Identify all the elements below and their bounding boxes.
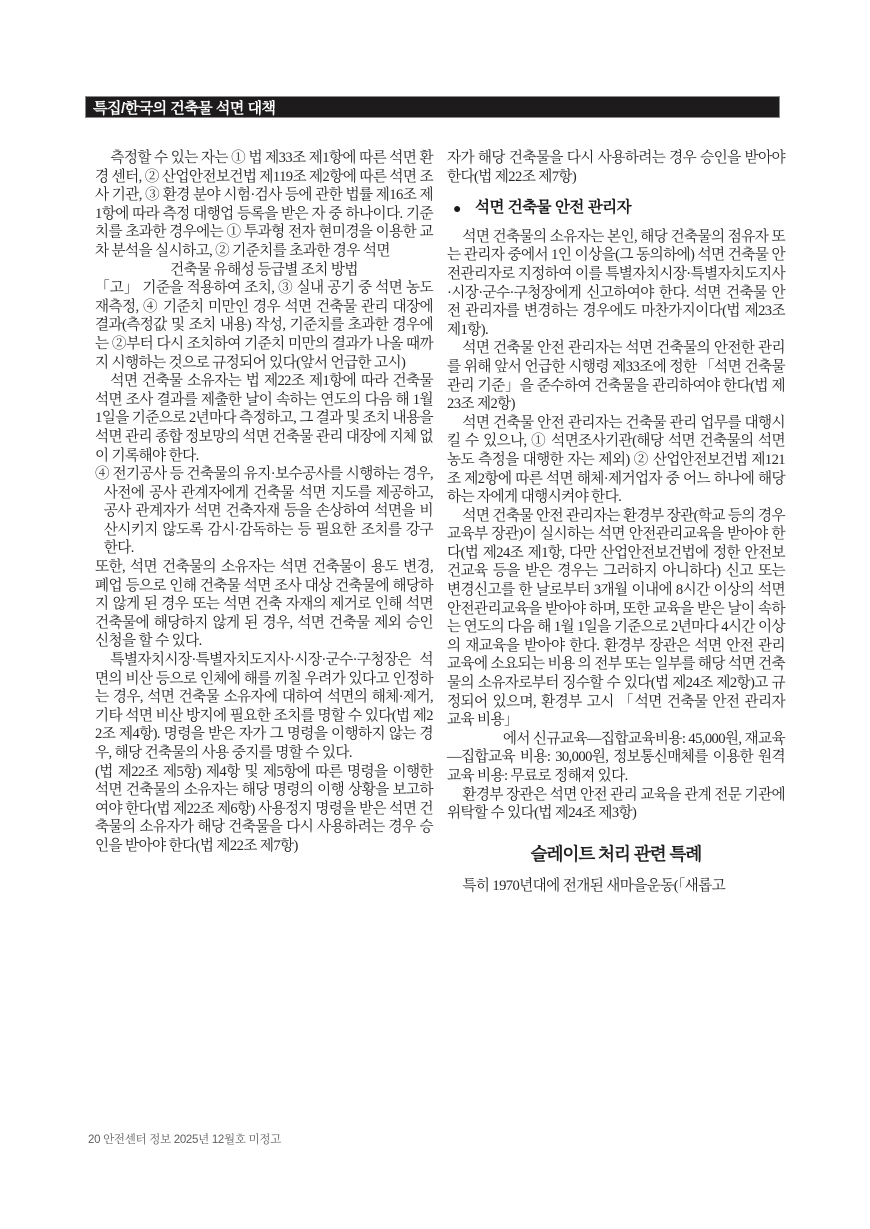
paragraph: 환경부 장관은 석면 안전 관리 교육을 관계 전문 기관에 위탁할 수 있다(법 제24조 제3항) xyxy=(447,786,785,822)
paragraph: 측정할 수 있는 자는 ① 법 제33조 제1항에 따른 석면 환경 센터, ② 산업안전보건법 제119조 제2항에 따른 석면 조사 기관, ③ 환경 분야 시험·검사 등에 관한 법률 제16조 제1항에 따라 측정 대행업 등록을 받은 자 중 하나이다. 기준치를 초과한 경우에는 ① 투과형 전자 현미경을 이용한 교차 분석을 실시하고, ② 기준치를 초과한 경우 석면 xyxy=(95,150,433,259)
feature-header-bar xyxy=(85,96,780,118)
paragraph: 에서 신규교육—집합교육비용: 45,000원, 재교육 xyxy=(502,730,785,747)
section-heading-asbestos-building-safety-manager xyxy=(453,199,785,218)
section-heading-label: 석면 건축물 안전 관리자 xyxy=(474,199,632,217)
paragraph: (법 제22조 제5항) 제4항 및 제5항에 따른 명령을 이행한 석면 건축물의 소유자는 해당 명령의 이행 상황을 보고하여야 한다(법 제22조 제6항) 사용정지 명령을 받은 석면 건축물의 소유자가 해당 건축물을 다시 사용하려는 경우 승인을 받아야 한다(법 제22조 제7항) xyxy=(95,763,433,854)
paragraph: 석면 건축물 안전 관리자는 석면 건축물의 안전한 관리를 위해 앞서 언급한 시행령 제33조에 정한 「석면 건축물 관리 기준」을 준수하여 건축물을 관리하여야 한다(법 제23조 제2항) xyxy=(447,340,785,413)
paragraph: 석면 건축물의 소유자는 본인, 해당 건축물의 점유자 또는 관리자 중에서 1인 이상을(그 동의하에) 석면 건축물 안전관리자로 지정하여 이를 특별자치시장·특별자치도지사·시장·군수·구청장에게 신고하여야 한다. 석면 건축물 안전 관리자를 변경하는 경우에도 마찬가지이다(법 제23조 제1항). xyxy=(447,228,785,338)
paragraph: 석면 건축물 소유자는 법 제22조 제1항에 따라 건축물 석면 조사 결과를 제출한 날이 속하는 연도의 다음 해 1월 1일을 기준으로 2년마다 측정하고, 그 결과 및 조치 내용을 석면 관리 종합 정보망의 석면 건축물 관리 대장에 지체 없이 기록해야 한다. xyxy=(95,373,433,464)
paragraph: —집합교육 비용: 30,000원, 정보통신매체를 이용한 원격교육 비용: 무료로 정해져 있다. xyxy=(447,749,785,784)
right-column xyxy=(447,149,785,896)
paragraph: 석면 건축물 안전 관리자는 건축물 관리 업무를 대행시킬 수 있으나, ① 석면조사기관(해당 석면 건축물의 석면 농도 측정을 대행한 자는 제외) ② 산업안전보건법 제121조 제2항에 따른 석면 해체·제거업자 중 어느 하나에 해당하는 자에게 대행시켜야 한다. xyxy=(447,414,785,506)
paragraph: ④ 전기공사 등 건축물의 유지·보수공사를 시행하는 경우, 사전에 공사 관계자에게 건축물 석면 지도를 제공하고, 공사 관계자가 석면 건축자재 등을 손상하여 석면을 비산시키지 않도록 감시·감독하는 등 필요한 조치를 강구한다. xyxy=(95,466,433,557)
feature-header-title: 특집/한국의 건축물 석면 대책 xyxy=(93,99,276,117)
paragraph: 자가 해당 건축물을 다시 사용하려는 경우 승인을 받아야 한다(법 제22조 제7항) xyxy=(447,150,785,185)
section-heading-slate-special-provision: 슬레이트 처리 관련 특례 xyxy=(530,843,702,864)
paragraph: 특별자치시장·특별자치도지사·시장·군수·구청장은 석면의 비산 등으로 인체에 해를 끼칠 우려가 있다고 인정하는 경우, 석면 건축물 소유자에 대하여 석면의 해체·제거, 기타 석면 비산 방지에 필요한 조치를 명할 수 있다(법 제22조 제4항). 명령을 받은 자가 그 명령을 이행하지 않는 경우, 해당 건축물의 사용 중지를 명할 수 있다. xyxy=(95,652,433,761)
paragraph: 석면 건축물 안전 관리자는 환경부 장관(학교 등의 경우 교육부 장관)이 실시하는 석면 안전관리교육을 받아야 한다(법 제24조 제1항, 다만 산업안전보건법에 정한 안전보건교육 등을 받은 경우는 그러하지 아니하다) 신고 또는 변경신고를 한 날로부터 3개월 이내에 8시간 이상의 석면안전관리교육을 받아야 하며, 또한 교육을 받은 날이 속하는 연도의 다음 해 1월 1일을 기준으로 2년마다 4시간 이상의 재교육을 받아야 한다. 환경부 장관은 석면 안전 관리 교육에 소요되는 비용 의 전부 또는 일부를 해당 석면 건축물의 소유자로부터 징수할 수 있다(법 제24조 제2항)고 규정되어 있으며, 환경부 고시 「석면 건축물 안전 관리자 교육 비용」 xyxy=(447,507,785,729)
section-bullet-icon: ● xyxy=(453,200,461,217)
page-footer xyxy=(88,1131,281,1147)
left-column xyxy=(95,149,433,856)
inline-caption: 건축물 유해성 등급별 조치 방법 xyxy=(170,261,358,278)
paragraph: 「고」 기준을 적용하여 조치, ③ 실내 공기 중 석면 농도 재측정, ④ 기준치 미만인 경우 석면 건축물 관리 대장에 결과(측정값 및 조치 내용) 작성, 기준치를 초과한 경우에는 ②부터 다시 조치하여 기준치 미만의 결과가 나올 때까지 시행하는 것으로 규정되어 있다(앞서 언급한 고시) xyxy=(95,280,433,371)
paragraph: 또한, 석면 건축물의 소유자는 석면 건축물이 용도 변경, 폐업 등으로 인해 건축물 석면 조사 대상 건축물에 해당하지 않게 된 경우 또는 석면 건축 자재의 제거로 인해 석면 건축물에 해당하지 않게 된 경우, 석면 건축물 제외 승인 신청을 할 수 있다. xyxy=(95,559,433,650)
paragraph: 특히 1970년대에 전개된 새마을운동(「새롭고 xyxy=(462,878,726,895)
footer-text: 20 안전센터 정보 2025년 12월호 미정고 xyxy=(88,1134,281,1146)
